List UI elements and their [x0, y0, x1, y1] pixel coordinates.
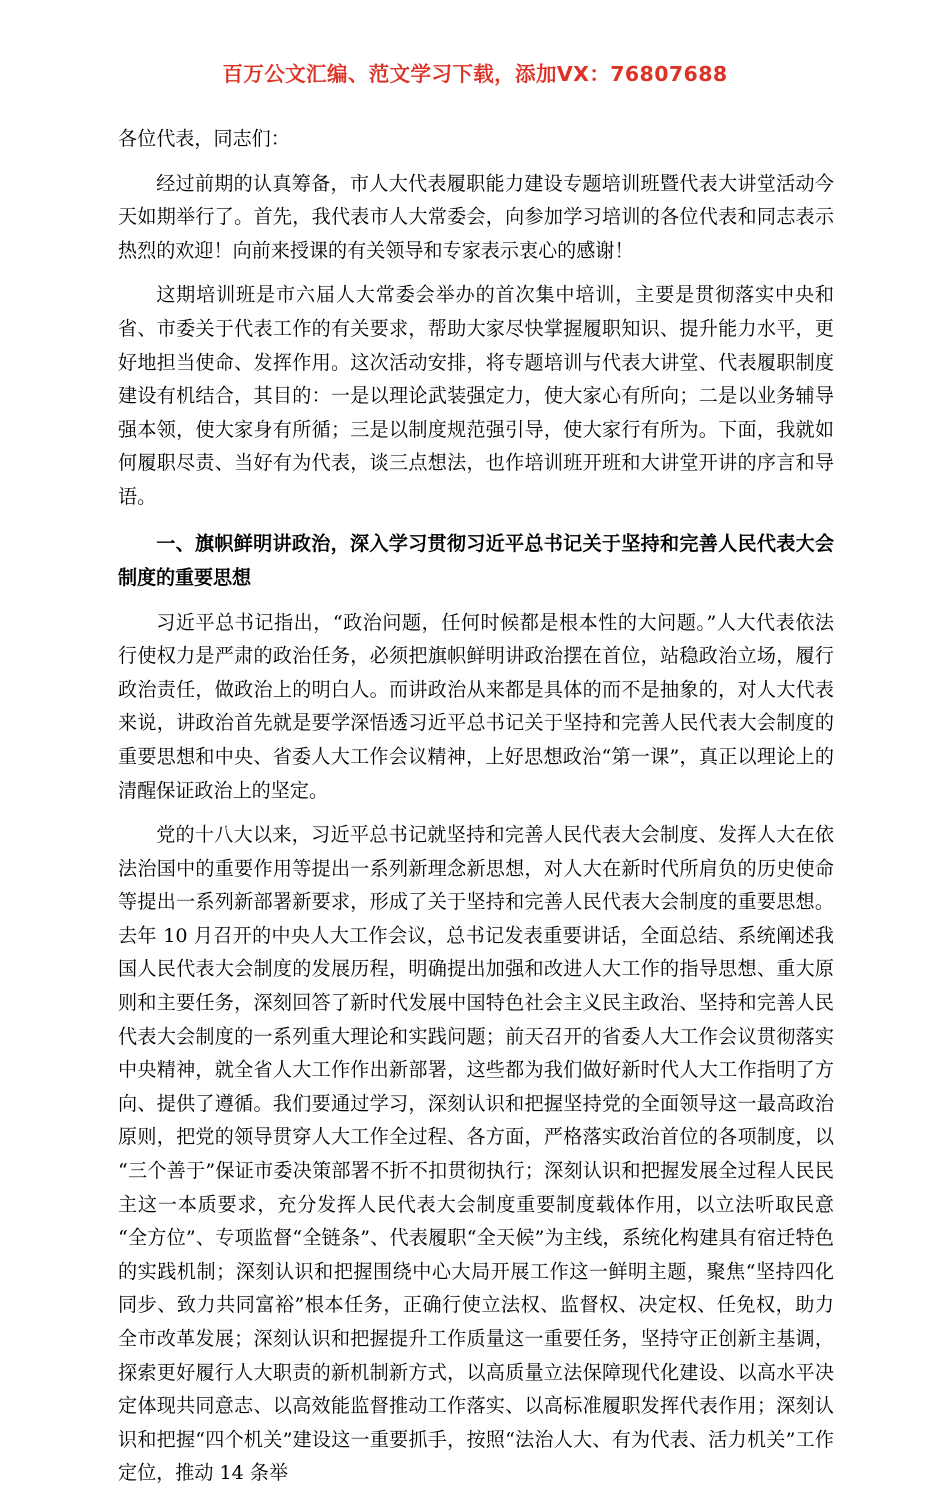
promo-header-text: 百万公文汇编、范文学习下载，添加VX：76807688	[222, 62, 728, 86]
paragraph-spacer	[118, 156, 834, 167]
paragraph-spacer	[118, 807, 834, 818]
document-body	[118, 122, 834, 1490]
body-paragraph-2: 这期培训班是市六届人大常委会举办的首次集中培训，主要是贯彻落实中央和省、市委关于代表工作的有关要求，帮助大家尽快掌握履职知识、提升能力水平，更好地担当使命、发挥作用。这次活动安排，将专题培训与代表大讲堂、代表履职制度建设有机结合，其目的：一是以理论武装强定力，使大家心有所向；二是以业务辅导强本领，使大家身有所循；三是以制度规范强引导，使大家行有所为。下面，我就如何履职尽责、当好有为代表，谈三点想法，也作培训班开班和大讲堂开讲的序言和导语。	[118, 283, 834, 508]
paragraph-spacer	[118, 595, 834, 606]
section-paragraph-1: 习近平总书记指出，“政治问题，任何时候都是根本性的大问题。”人大代表依法行使权力是严肃的政治任务，必须把旗帜鲜明讲政治摆在首位，站稳政治立场，履行政治责任，做政治上的明白人。而讲政治从来都是具体的而不是抽象的，对人大代表来说，讲政治首先就是要学深悟透习近平总书记关于坚持和完善人民代表大会制度的重要思想和中央、省委人大工作会议精神，上好思想政治“第一课”，真正以理论上的清醒保证政治上的坚定。	[118, 610, 834, 802]
section-paragraph-2: 党的十八大以来，习近平总书记就坚持和完善人民代表大会制度、发挥人大在依法治国中的重要作用等提出一系列新理念新思想，对人大在新时代所肩负的历史使命等提出一系列新部署新要求，形成了关于坚持和完善人民代表大会制度的重要思想。去年 10 月召开的中央人大工作会议，总书记发表重要讲话，全面总结、系统阐述我国人民代表大会制度的发展历程，明确提出加强和改进人大工作的指导思想、重大原则和主要任务，深刻回答了新时代发展中国特色社会主义民主政治、坚持和完善人民代表大会制度的一系列重大理论和实践问题；前天召开的省委人大工作会议贯彻落实中央精神，就全省人大工作作出新部署，这些都为我们做好新时代人大工作指明了方向、提供了遵循。我们要通过学习，深刻认识和把握坚持党的全面领导这一最高政治原则，把党的领导贯穿人大工作全过程、各方面，严格落实政治首位的各项制度，以“三个善于”保证市委决策部署不折不扣贯彻执行；深刻认识和把握发展全过程人民民主这一本质要求，充分发挥人民代表大会制度重要制度载体作用，以立法听取民意“全方位”、专项监督“全链条”、代表履职“全天候”为主线，系统化构建具有宿迁特色的实践机制；深刻认识和把握围绕中心大局开展工作这一鲜明主题，聚焦“坚持四化同步、致力共同富裕”根本任务，正确行使立法权、监督权、决定权、任免权，助力全市改革发展；深刻认识和把握提升工作质量这一重要任务，坚持守正创新主基调，探索更好履行人大职责的新机制新方式，以高质量立法保障现代化建设、以高水平决定体现共同意志、以高效能监督推动工作落实、以高标准履职发挥代表作用；深刻认识和把握“四个机关”建设这一重要抓手，按照“法治人大、有为代表、活力机关”工作定位，推动 14 条举	[118, 823, 834, 1485]
paragraph-spacer	[118, 267, 834, 278]
section-heading-1: 一、旗帜鲜明讲政治，深入学习贯彻习近平总书记关于坚持和完善人民代表大会制度的重要思想	[118, 531, 834, 589]
body-paragraph-1: 经过前期的认真筹备，市人大代表履职能力建设专题培训班暨代表大讲堂活动今天如期举行了。首先，我代表市人大常委会，向参加学习培训的各位代表和同志表示热烈的欢迎！向前来授课的有关领导和专家表示衷心的感谢！	[118, 171, 834, 262]
heading-spacer	[118, 514, 834, 527]
salutation-line: 各位代表，同志们：	[118, 127, 290, 150]
